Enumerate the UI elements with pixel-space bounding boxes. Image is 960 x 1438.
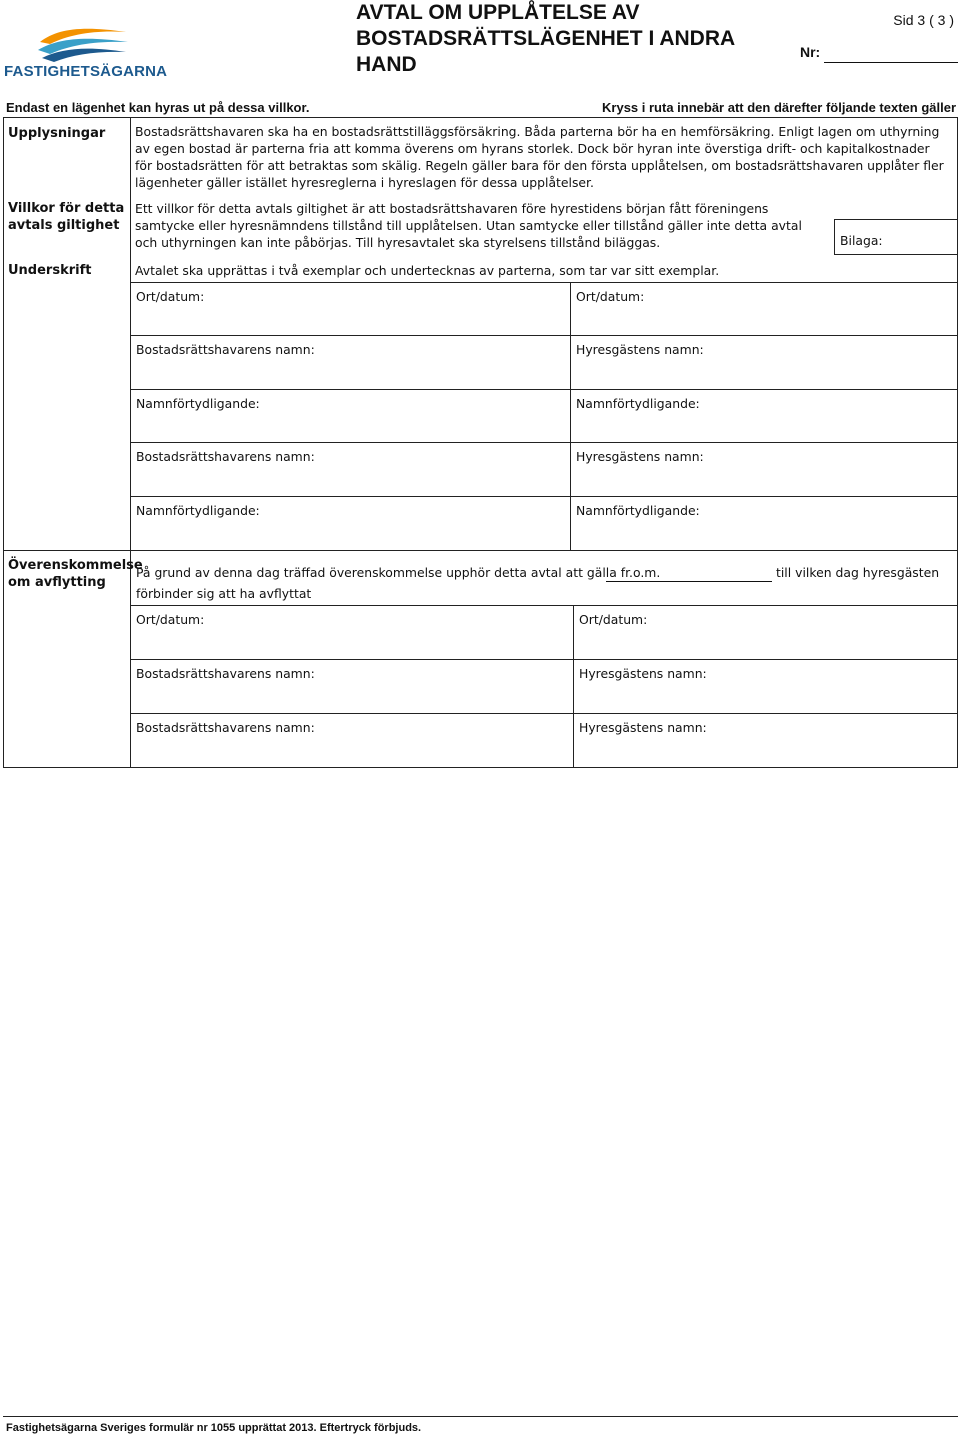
hyresgast-name-1[interactable]: Hyresgästens namn: bbox=[576, 342, 704, 357]
villkor-text: Ett villkor för detta avtals giltighet är att bostadsrättshavaren före hyrestidens början fått föreningens samtycke eller hyresnämndens tillstånd till upplåtelsen. Utan samtycke eller tillstånd gäller inte detta avtal och uthyrningen kan inte påbörjas. Till hyresavtalet ska styrelsens tillstånd biläggas. bbox=[135, 201, 802, 250]
section-divider bbox=[3, 550, 958, 551]
avflyttning-bostadsrattshavare-name-1[interactable]: Bostadsrättshavarens namn: bbox=[136, 666, 315, 681]
sig-grid-line bbox=[130, 496, 958, 497]
namnfortydligande-right-1[interactable]: Namnförtydligande: bbox=[576, 396, 700, 411]
section-label-underskrift: Underskrift bbox=[8, 263, 92, 278]
namnfortydligande-left-1[interactable]: Namnförtydligande: bbox=[136, 396, 260, 411]
single-apartment-note: Endast en lägenhet kan hyras ut på dessa villkor. bbox=[6, 100, 310, 115]
underskrift-text: Avtalet ska upprättas i två exemplar och undertecknas av parterna, som tar var sitt exemplar. bbox=[135, 263, 720, 278]
section-label-avflyttning: Överenskommelse om avflytting bbox=[8, 558, 143, 590]
avflyttning-hyresgast-name-1[interactable]: Hyresgästens namn: bbox=[579, 666, 707, 681]
avflyttning-ort-datum-right[interactable]: Ort/datum: bbox=[579, 612, 648, 627]
avflyttning-hyresgast-name-2[interactable]: Hyresgästens namn: bbox=[579, 720, 707, 735]
namnfortydligande-right-2[interactable]: Namnförtydligande: bbox=[576, 503, 700, 518]
sig-grid-divider bbox=[573, 605, 574, 768]
bostadsrattshavare-name-2[interactable]: Bostadsrättshavarens namn: bbox=[136, 449, 315, 464]
bostadsrattshavare-name-1[interactable]: Bostadsrättshavarens namn: bbox=[136, 342, 315, 357]
avflyttning-ort-datum-left[interactable]: Ort/datum: bbox=[136, 612, 205, 627]
upplysningar-text: Bostadsrättshavaren ska ha en bostadsrättstilläggsförsäkring. Båda parterna bör ha en hemförsäkring. Enligt lagen om uthyrning av egen bostad är parterna fria att komma överens om hyrans storlek. Dock bör hyran inte överstiga drift- och kapitalkostnader för bostadsrätten för att betraktas som skälig. Regeln gäller bara för den första upplåtelsen, om bostadsrättshavaren upplåter fler lägenheter gäller istället hyresreglerna i hyreslagen för dessa upplåtelser. bbox=[135, 124, 944, 190]
brand-logo-text: FASTIGHETSÄGARNA bbox=[4, 63, 168, 80]
sig-grid-line bbox=[130, 605, 958, 606]
sig-grid-line bbox=[130, 282, 958, 283]
namnfortydligande-left-2[interactable]: Namnförtydligande: bbox=[136, 503, 260, 518]
sig-grid-line bbox=[130, 713, 958, 714]
nr-label: Nr: bbox=[800, 44, 821, 60]
sig-grid-line bbox=[130, 335, 958, 336]
ort-datum-right-1[interactable]: Ort/datum: bbox=[576, 289, 645, 304]
footer-divider bbox=[3, 1416, 958, 1417]
document-title: AVTAL OM UPPLÅTELSE AV BOSTADSRÄTTSLÄGENHET I ANDRA HAND bbox=[356, 1, 735, 76]
ort-datum-left-1[interactable]: Ort/datum: bbox=[136, 289, 205, 304]
sig-grid-line bbox=[130, 442, 958, 443]
sig-grid-line bbox=[130, 389, 958, 390]
avflyttning-date-field[interactable] bbox=[606, 581, 772, 582]
footer-text: Fastighetsägarna Sveriges formulär nr 1055 upprättat 2013. Eftertryck förbjuds. bbox=[6, 1422, 422, 1434]
page-number: Sid 3 ( 3 ) bbox=[893, 12, 954, 28]
fastighetsagarna-logo-icon bbox=[36, 24, 132, 64]
section-label-villkor: Villkor för detta avtals giltighet bbox=[8, 201, 125, 233]
avflyttning-text-2: till vilken dag hyresgästen bbox=[776, 565, 940, 580]
nr-field[interactable] bbox=[824, 62, 958, 63]
avflyttning-bostadsrattshavare-name-2[interactable]: Bostadsrättshavarens namn: bbox=[136, 720, 315, 735]
checkbox-instruction-note: Kryss i ruta innebär att den därefter följande texten gäller bbox=[602, 100, 956, 115]
sig-grid-line bbox=[130, 659, 958, 660]
bilaga-label: Bilaga: bbox=[840, 233, 883, 248]
avflyttning-text-3: förbinder sig att ha avflyttat bbox=[136, 586, 312, 601]
section-label-upplysningar: Upplysningar bbox=[8, 126, 106, 141]
sig-grid-divider bbox=[570, 282, 571, 550]
hyresgast-name-2[interactable]: Hyresgästens namn: bbox=[576, 449, 704, 464]
avflyttning-text-1: På grund av denna dag träffad överenskommelse upphör detta avtal att gälla fr.o.m. bbox=[136, 565, 661, 580]
